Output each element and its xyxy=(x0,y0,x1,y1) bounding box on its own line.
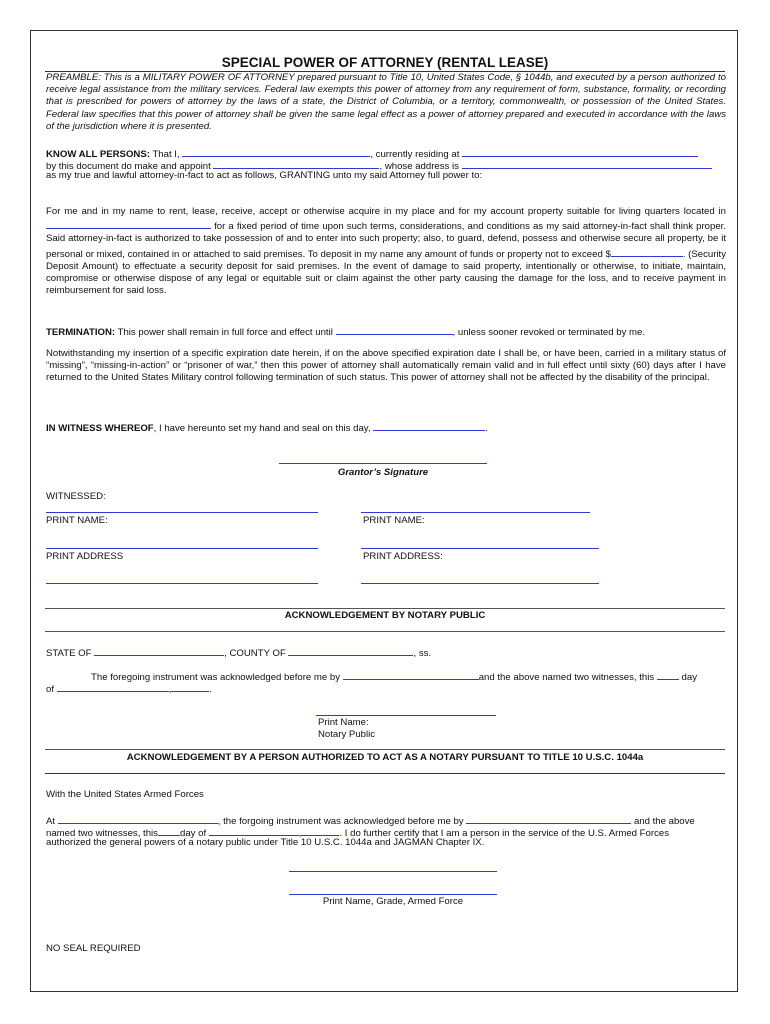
ack-1044a-month-field[interactable] xyxy=(209,825,299,836)
termination-lead: TERMINATION: xyxy=(46,327,116,338)
witness-1-name-line[interactable] xyxy=(46,548,318,549)
no-seal-text: NO SEAL REQUIRED xyxy=(46,943,141,954)
property-location-field[interactable] xyxy=(46,218,211,229)
witness-2-signature-line[interactable] xyxy=(361,512,590,513)
witness-1-print-name-label: PRINT NAME: xyxy=(46,515,108,526)
and-the-above-text: and the above xyxy=(633,816,695,827)
attorney-name-field[interactable] xyxy=(213,158,379,169)
dollar-sign: $ xyxy=(605,248,611,260)
grantor-name-field[interactable] xyxy=(182,146,370,157)
acknowledged-by-field[interactable] xyxy=(343,669,479,680)
witness-whereof-line xyxy=(46,420,488,434)
security-deposit-field[interactable] xyxy=(611,246,683,257)
location-field[interactable] xyxy=(58,813,218,824)
forgoing-ack-text: , the forgoing instrument was acknowledged before me by xyxy=(217,816,464,827)
ack-1044a-heading: ACKNOWLEDGEMENT BY A PERSON AUTHORIZED TO ACT AS A NOTARY PURSUANT TO TITLE 10 U.S.C. 1044a xyxy=(126,752,644,763)
termination-tail: , unless sooner revoked or terminated by me. xyxy=(452,327,646,338)
ack-day-field[interactable] xyxy=(657,669,679,680)
state-of-label: STATE OF xyxy=(46,648,92,659)
currently-residing-text: , currently residing at xyxy=(370,149,460,160)
by-this-text: by this document do make and appoint xyxy=(46,161,211,172)
ack-1044a-by-field[interactable] xyxy=(466,813,631,824)
notary-public-label: Notary Public xyxy=(318,729,376,740)
notary-bottom-rule xyxy=(45,631,725,632)
officer-signature-line[interactable] xyxy=(289,871,497,872)
named-two-text: named two witnesses, this xyxy=(46,828,158,839)
state-field[interactable] xyxy=(94,645,224,656)
and-witnesses-text: and the above named two witnesses, this xyxy=(478,672,655,683)
know-all-lead: KNOW ALL PERSONS: xyxy=(46,149,150,160)
witness-period: . xyxy=(485,423,488,434)
grantor-signature-line[interactable] xyxy=(279,463,487,464)
powers-text-b: for a fixed period of time upon such terms, considerations, and conditions as my said attorney-in-fact shall think proper. Said attorney-in-fact is authorized to take possession of and to enter into such property; also, to guard, defend, possess and otherwise secure all property, be it personal or mixed, contained in or attached to said premises. To deposit in my name any amount of funds or property not to exceed xyxy=(46,221,726,260)
ack-1044a-day-field[interactable] xyxy=(158,825,180,836)
witness-2-address-label: PRINT ADDRESS: xyxy=(363,551,443,562)
county-field[interactable] xyxy=(288,645,413,656)
know-all-line-3: as my true and lawful attorney-in-fact to act as follows, GRANTING unto my said Attorney full power to: xyxy=(46,170,483,181)
powers-paragraph xyxy=(46,206,726,297)
ack-1044a-bottom-rule xyxy=(45,773,725,774)
document-title: SPECIAL POWER OF ATTORNEY (RENTAL LEASE) xyxy=(221,55,549,70)
ack-1044a-year-field[interactable] xyxy=(301,825,339,836)
further-certify-text: . I do further certify that I am a person in the service of the U.S. Armed Forces xyxy=(339,828,669,839)
print-name-grade-label: Print Name, Grade, Armed Force xyxy=(322,896,464,907)
of-label: of xyxy=(46,684,55,695)
foregoing-text: The foregoing instrument was acknowledged before me by xyxy=(91,672,341,683)
day-label: day xyxy=(681,672,697,683)
day-of-comma: , xyxy=(298,828,302,839)
termination-text: This power shall remain in full force and effect until xyxy=(117,327,333,338)
of-period: . xyxy=(209,684,213,695)
officer-name-line[interactable] xyxy=(289,894,497,895)
witness-1-signature-line[interactable] xyxy=(46,512,318,513)
of-comma: , xyxy=(168,684,172,695)
witness-whereof-lead: IN WITNESS WHEREOF xyxy=(46,423,154,434)
notary-signature-line[interactable] xyxy=(316,715,496,716)
state-county-line xyxy=(46,645,431,659)
powers-text-a: For me and in my name to rent, lease, receive, accept or otherwise acquire in my place and for my account property suitable for living quarters located in xyxy=(46,206,726,217)
grantor-address-field[interactable] xyxy=(462,146,698,157)
termination-date-field[interactable] xyxy=(336,324,453,335)
witness-1-address-line[interactable] xyxy=(46,583,318,584)
ss-label: , ss. xyxy=(413,648,432,659)
document-page xyxy=(30,30,738,992)
notwithstanding-paragraph: Notwithstanding my insertion of a specific expiration date herein, if on the above specified expiration date I shall be, or have been, carried in a military status of “missing”, “missing-in-action” or “prisoner of war,” then this power of attorney shall automatically remain valid and in full effect until sixty (60) days after I have returned to the United States Military control following termination of such status. This power of attorney shall not be affected by the disability of the principal. xyxy=(46,348,726,384)
county-of-label: , COUNTY OF xyxy=(224,648,286,659)
witnessed-label: WITNESSED: xyxy=(46,491,106,502)
of-line xyxy=(46,681,212,695)
authorized-general-text: authorized the general powers of a notary public under Title 10 U.S.C. 1044a and JAGMAN Chapter IX. xyxy=(46,837,485,848)
that-i-text: That I, xyxy=(152,149,180,160)
ack-year-field[interactable] xyxy=(171,681,209,692)
grantor-signature-label: Grantor’s Signature xyxy=(337,467,429,478)
preamble-text: PREAMBLE: This is a MILITARY POWER OF ATTORNEY prepared pursuant to Title 10, United States Code, § 1044b, and executed by a person authorized to receive legal assistance from the military services. Federal law exempts this power of attorney from any requirement of form, substance, formality, or recording that is prescribed for powers of attorney by the laws of a state, the District of Columbia, or a territory, commonwealth, or possession of the United States. Federal law specifies that this power of attorney shall be given the same legal effect as a power of attorney prepared and executed in accordance with the laws of the jurisdiction where it is presented. xyxy=(46,72,726,132)
powers-text-c: . (Security Deposit Amount) to effectuate a security deposit for said premises. In the event of damage to said property, intentionally or otherwise, to initiate, maintain, compromise or otherwise dispose of any legal or equitable suit or claim against the other party causing the damage for the loss, and to receive payment in reimbursement for said loss. xyxy=(46,248,727,297)
whose-address-text: , whose address is xyxy=(379,161,459,172)
ack-1044a-top-rule xyxy=(45,749,725,750)
day-of-text: day of xyxy=(179,828,207,839)
witness-2-name-line[interactable] xyxy=(361,548,599,549)
signing-date-field[interactable] xyxy=(373,420,485,431)
notary-top-rule xyxy=(45,608,725,609)
witness-whereof-text: , I have hereunto set my hand and seal on this day, xyxy=(153,423,371,434)
at-label: At xyxy=(46,816,56,827)
witness-2-address-line[interactable] xyxy=(361,583,599,584)
witness-2-print-name-label: PRINT NAME: xyxy=(363,515,425,526)
notary-heading: ACKNOWLEDGEMENT BY NOTARY PUBLIC xyxy=(284,610,486,621)
notary-print-name-label: Print Name: xyxy=(318,717,369,728)
attorney-address-field[interactable] xyxy=(462,158,712,169)
ack-month-field[interactable] xyxy=(57,681,169,692)
with-armed-forces-text: With the United States Armed Forces xyxy=(46,789,204,800)
witness-1-address-label: PRINT ADDRESS xyxy=(46,551,124,562)
termination-line xyxy=(46,324,645,338)
